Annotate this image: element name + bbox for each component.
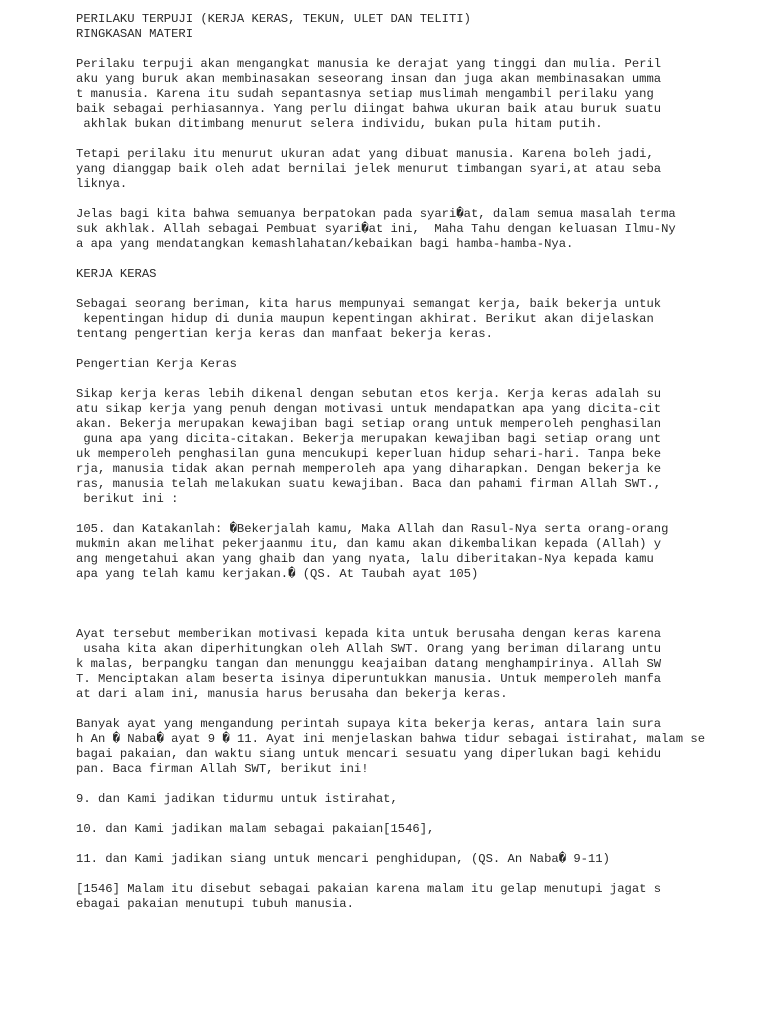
ayat-11: 11. dan Kami jadikan siang untuk mencari penghidupan, (QS. An Naba� 9-11) — [76, 852, 610, 866]
text-line: t manusia. Karena itu sudah sepantasnya setiap muslimah mengambil perilaku yang — [76, 87, 654, 101]
paragraph-syariat — [76, 207, 756, 252]
text-line: Sebagai seorang beriman, kita harus mempunyai semangat kerja, baik bekerja untuk — [76, 297, 662, 311]
text-line: a apa yang mendatangkan kemashlahatan/kebaikan bagi hamba-hamba-Nya. — [76, 237, 574, 251]
text-line: aku yang buruk akan membinasakan seseorang insan dan juga akan membinasakan umma — [76, 72, 662, 86]
document-subtitle: RINGKASAN MATERI — [76, 27, 194, 41]
ayat-9: 9. dan Kami jadikan tidurmu untuk istirahat, — [76, 792, 398, 806]
text-line: Sikap kerja keras lebih dikenal dengan sebutan etos kerja. Kerja keras adalah su — [76, 387, 662, 401]
text-line: ebagai pakaian menutupi tubuh manusia. — [76, 897, 354, 911]
text-line: Perilaku terpuji akan mengangkat manusia ke derajat yang tinggi dan mulia. Peril — [76, 57, 662, 71]
text-line: h An � Naba� ayat 9 � 11. Ayat ini menjelaskan bahwa tidur sebagai istirahat, malam se — [76, 732, 706, 746]
text-line: suk akhlak. Allah sebagai Pembuat syari�at ini, Maha Tahu dengan keluasan Ilmu-Ny — [76, 222, 676, 236]
paragraph-motivasi — [76, 627, 756, 702]
text-line: liknya. — [76, 177, 128, 191]
document-title: PERILAKU TERPUJI (KERJA KERAS, TEKUN, ULET DAN TELITI) — [76, 12, 471, 26]
text-line: berikut ini : — [76, 492, 179, 506]
footnote-1546 — [76, 882, 756, 912]
text-line: kepentingan hidup di dunia maupun kepentingan akhirat. Berikut akan dijelaskan — [76, 312, 654, 326]
document-page — [76, 12, 756, 912]
text-line: apa yang telah kamu kerjakan.� (QS. At Taubah ayat 105) — [76, 567, 479, 581]
text-line: Tetapi perilaku itu menurut ukuran adat yang dibuat manusia. Karena boleh jadi, — [76, 147, 654, 161]
text-line: guna apa yang dicita-citakan. Bekerja merupakan kewajiban bagi setiap orang unt — [76, 432, 662, 446]
section-heading-pengertian: Pengertian Kerja Keras — [76, 357, 237, 371]
text-line: uk memperoleh penghasilan guna mencukupi keperluan hidup sehari-hari. Tanpa beke — [76, 447, 662, 461]
text-line: k malas, berpangku tangan dan menunggu keajaiban datang menghampirinya. Allah SW — [76, 657, 662, 671]
text-line: pan. Baca firman Allah SWT, berikut ini! — [76, 762, 369, 776]
text-line: mukmin akan melihat pekerjaanmu itu, dan kamu akan dikembalikan kepada (Allah) y — [76, 537, 662, 551]
text-line: ang mengetahui akan yang ghaib dan yang nyata, lalu diberitakan-Nya kepada kamu — [76, 552, 654, 566]
text-line: 105. dan Katakanlah: �Bekerjalah kamu, Maka Allah dan Rasul-Nya serta orang-orang — [76, 522, 669, 536]
ayat-10: 10. dan Kami jadikan malam sebagai pakaian[1546], — [76, 822, 435, 836]
text-line: baik sebagai perhiasannya. Yang perlu diingat bahwa ukuran baik atau buruk suatu — [76, 102, 662, 116]
paragraph-etos-kerja — [76, 387, 756, 507]
text-line: akhlak bukan ditimbang menurut selera individu, bukan pula hitam putih. — [76, 117, 603, 131]
text-line: atu sikap kerja yang penuh dengan motivasi untuk mendapatkan apa yang dicita-cit — [76, 402, 662, 416]
text-line: Ayat tersebut memberikan motivasi kepada kita untuk berusaha dengan keras karena — [76, 627, 662, 641]
text-line: usaha kita akan diperhitungkan oleh Allah SWT. Orang yang beriman dilarang untu — [76, 642, 662, 656]
text-line: akan. Bekerja merupakan kewajiban bagi setiap orang untuk memperoleh penghasilan — [76, 417, 662, 431]
text-line: Jelas bagi kita bahwa semuanya berpatokan pada syari�at, dalam semua masalah terma — [76, 207, 676, 221]
text-line: rja, manusia tidak akan pernah memperoleh apa yang diharapkan. Dengan bekerja ke — [76, 462, 662, 476]
text-line: T. Menciptakan alam beserta isinya diperuntukkan manusia. Untuk memperoleh manfa — [76, 672, 662, 686]
paragraph-semangat-kerja — [76, 297, 756, 342]
paragraph-an-naba — [76, 717, 756, 777]
quote-at-taubah-105 — [76, 522, 756, 582]
text-line: ras, manusia telah melakukan suatu kewajiban. Baca dan pahami firman Allah SWT., — [76, 477, 662, 491]
paragraph-intro — [76, 57, 756, 132]
paragraph-adat — [76, 147, 756, 192]
text-line: at dari alam ini, manusia harus berusaha dan bekerja keras. — [76, 687, 508, 701]
text-line: Banyak ayat yang mengandung perintah supaya kita bekerja keras, antara lain sura — [76, 717, 662, 731]
text-line: bagai pakaian, dan waktu siang untuk mencari sesuatu yang diperlukan bagi kehidu — [76, 747, 662, 761]
text-line: [1546] Malam itu disebut sebagai pakaian karena malam itu gelap menutupi jagat s — [76, 882, 662, 896]
text-line: yang dianggap baik oleh adat bernilai jelek menurut timbangan syari,at atau seba — [76, 162, 662, 176]
text-line: tentang pengertian kerja keras dan manfaat bekerja keras. — [76, 327, 493, 341]
section-heading-kerja-keras: KERJA KERAS — [76, 267, 157, 281]
